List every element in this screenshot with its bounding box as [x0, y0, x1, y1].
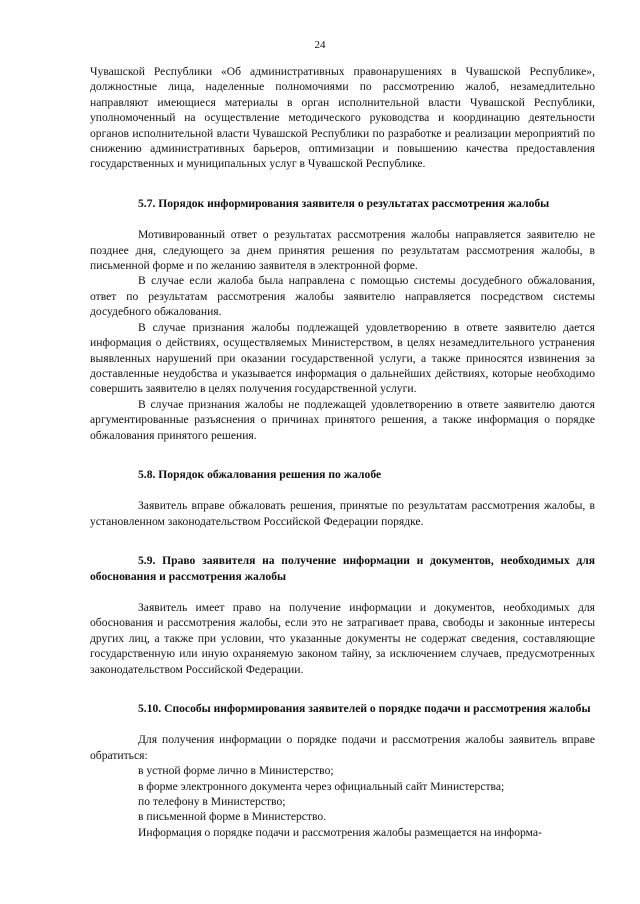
- page-number: 24: [314, 39, 326, 51]
- section-heading-5-9: 5.9. Право заявителя на получение информации и документов, необходимых для обоснования и рассмотрения жалобы: [90, 554, 595, 583]
- paragraph: В случае признания жалобы не подлежащей удовлетворению в ответе заявителю даются аргументированные разъяснения о причинах принятого решения, а также информация о порядке обжалования принятого решения.: [90, 397, 595, 442]
- list-item: в устной форме лично в Министерство;: [138, 764, 334, 778]
- section-heading-5-8: 5.8. Порядок обжалования решения по жалобе: [138, 467, 382, 481]
- paragraph: Заявитель имеет право на получение информации и документов, необходимых для обоснования и рассмотрения жалобы, если это не затрагивает права, свободы и законные интересы других лиц, а также при условии, что указанные документы не содержат сведения, составляющие государственную или иную охраняемую законом тайну, за исключением случаев, предусмотренных законодательством Российской Федерации.: [90, 600, 595, 676]
- list-item: в письменной форме в Министерство.: [138, 810, 327, 824]
- paragraph: Для получения информации о порядке подачи и рассмотрения жалобы заявитель вправе обратиться:: [90, 733, 595, 762]
- section-heading-5-7: 5.7. Порядок информирования заявителя о результатах рассмотрения жалобы: [138, 196, 550, 210]
- list-item: по телефону в Министерство;: [138, 795, 286, 809]
- paragraph: Информация о порядке подачи и рассмотрения жалобы размещается на информа-: [138, 825, 542, 839]
- intro-paragraph: Чувашской Республики «Об административных правонарушениях в Чувашской Республике», должностные лица, наделенные полномочиями по рассмотрению жалоб, незамедлительно направляют имеющиеся материалы в орган исполнительной власти Чувашской Республики, уполномоченный на осуществление методического руководства и координацию деятельности органов исполнительной власти Чувашской Республики по разработке и реализации мероприятий по снижению административных барьеров, оптимизации и повышению качества предоставления государственных и муниципальных услуг в Чувашской Республике.: [90, 65, 595, 171]
- paragraph: Заявитель вправе обжаловать решения, принятые по результатам рассмотрения жалобы, в установленном законодательством Российской Федерации порядке.: [90, 499, 595, 528]
- paragraph: Мотивированный ответ о результатах рассмотрения жалобы направляется заявителю не позднее дня, следующего за днем принятия решения по результатам рассмотрения жалобы, в письменной форме и по желанию заявителя в электронной форме.: [90, 228, 595, 273]
- page-content: [90, 64, 595, 840]
- paragraph: В случае признания жалобы подлежащей удовлетворению в ответе заявителю дается информация о действиях, осуществляемых Министерством, в целях незамедлительного устранения выявленных нарушений при оказании государственной услуги, а также приносятся извинения за доставленные неудобства и указывается информация о дальнейших действиях, которые необходимо совершить заявителю в целях получения государственной услуги.: [90, 320, 595, 396]
- paragraph: В случае если жалоба была направлена с помощью системы досудебного обжалования, ответ по результатам рассмотрения жалобы заявителю направляется посредством системы досудебного обжалования.: [90, 274, 595, 319]
- section-heading-5-10: 5.10. Способы информирования заявителей о порядке подачи и рассмотрения жалобы: [138, 702, 591, 715]
- list-item: в форме электронного документа через официальный сайт Министерства;: [138, 779, 505, 793]
